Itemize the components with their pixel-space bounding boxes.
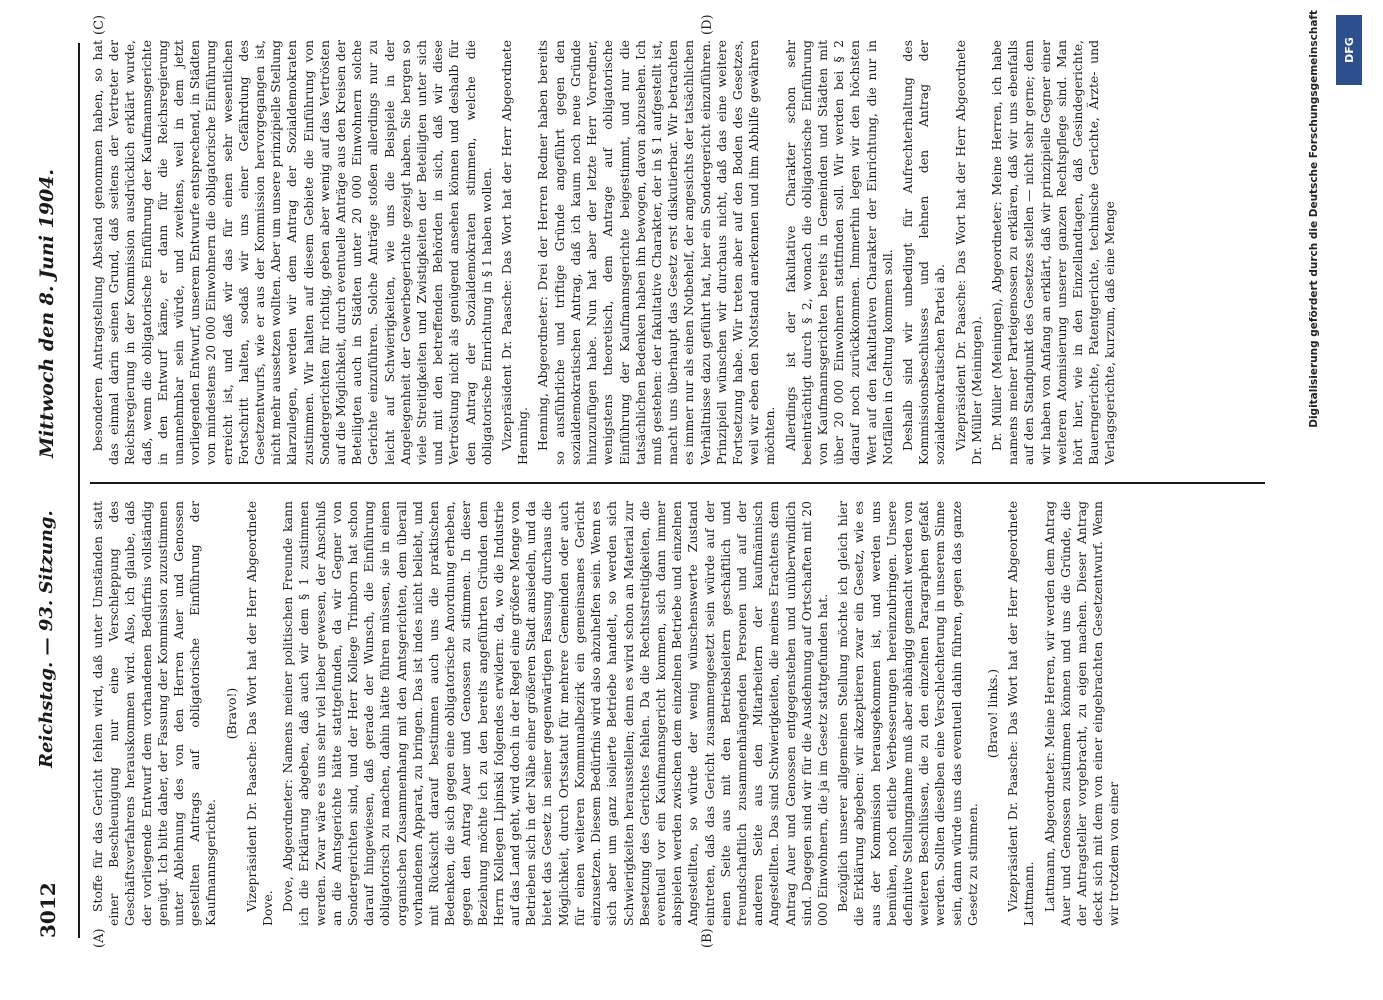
speech-paragraph: Lattmann, Abgeordneter: Meine Herren, wir werden dem Antrag Auer und Genossen zustimmen können und uns die Gründe, die der Antragsteller vorgebracht, zu eigen machen. Dieser Antrag deckt sich mit dem von einer eingebrachten Gesetzentwurf. Wenn wir trotzdem von einer — [1041, 501, 1122, 926]
speech-paragraph: Dr. Müller (Meiningen), Abgeordneter: Meine Herren, ich habe namens meiner Parteigenossen zu erklären, daß wir uns ebenfalls auf den Standpunkt des Gesetzes stellen — nicht sehr gerne; denn wir haben von Anfang an erklärt, daß wir prinzipielle Gegner einer weiteren Atomisierung unserer ganzen Rechtspflege sind. Man hört hier, wie in den Einzellandtagen, daß Gesindegerichte, Bauerngerichte, Patentgerichte, technische Gerichte, Ärzte- und Verlagsgerichte, kurzum, daß eine Menge — [988, 40, 1118, 465]
dfg-logo: DFG — [1336, 15, 1362, 85]
speaker-announcement: Vizepräsident Dr. Paasche: Das Wort hat der Herr Abgeordnete Lattmann. — [1005, 501, 1037, 926]
margin-mark-d: (D) — [700, 14, 715, 35]
session-date: Mittwoch den 8. Juni 1904. — [36, 168, 58, 458]
speaker-announcement: Vizepräsident Dr. Paasche: Das Wort hat der Herr Abgeordnete Dr. Müller (Meiningen). — [952, 40, 984, 465]
page-number: 3012 — [36, 882, 60, 938]
digitization-credit: Digitalisierung gefördert durch die Deutsche Forschungsgemeinschaft — [1308, 10, 1320, 428]
speech-paragraph: Dove, Abgeordneter: Namens meiner politischen Freunde kann ich die Erklärung abgeben, daß auch wir dem § 1 zustimmen werden. Zwar wäre es uns sehr viel lieber gewesen, der Anschluß an die Amtsgerichte hätte stattgefunden, da wir Gegner von Sondergerichten sind, und der Herr Kollege Trimborn hat schon darauf hingewiesen, daß gerade der Wunsch, die Einführung obligatorisch zu machen, dahin hätte führen müssen, sie in einen organischen Zusammenhang mit den Amtsgerichten, dem überall vorhandenen Apparat, zu bringen. Das ist indes nicht beliebt, und mit Rücksicht darauf bestimmen auch uns die praktischen Bedenken, die sich gegen eine obligatorische Anordnung erheben, gegen den Antrag Auer und Genossen zu stimmen. In dieser Beziehung möchte ich zu den bereits angeführten Gründen dem Herrn Kollegen Lipinski folgendes erwidern: da, wo die Industrie auf das Land geht, wird doch in der Regel eine größere Menge von Betrieben sich in der Nähe einer größeren Stadt ansiedeln, und da bietet das Gesetz in seiner gegenwärtigen Fassung durchaus die Möglichkeit, durch Ortsstatut für mehrere Gemeinden oder auch für einen weiteren Kommunalbezirk ein gemeinsames Gericht einzusetzen. Diesem Bedürfnis wird also abzuhelfen sein. Wenn es sich aber um ganz isolierte Betriebe handelt, so werden sich Schwierigkeiten herausstellen; denn es wird schon an Material zur Besetzung des Gerichtes fehlen. Da die Rechtsstreitigkeiten, die eventuell vor ein Kaufmannsgericht kommen, sich dann immer abspielen werden zwischen dem einzelnen Betriebe und einzelnen Angestellten, so würde der wenig wünschenswerte Zustand eintreten, daß das Gericht zusammengesetzt sein würde auf der einen Seite aus mit den Betriebsleitern geschäftlich und freundschaftlich zusammenhängenden Personen und auf der anderen Seite aus den Mitarbeitern der kaufmännisch Angestellten. Das sind Schwierigkeiten, die meines Erachtens dem Antrag Auer und Genossen entgegenstehen und unüberwindlich sind. Dagegen sind wir für die Ausdehnung auf Ortschaften mit 20 000 Einwohnern, die ja im Gesetz stattgefunden hat. — [280, 501, 830, 926]
speaker-announcement: Vizepräsident Dr. Paasche: Das Wort hat der Herr Abgeordnete Dove. — [243, 501, 276, 926]
page-header — [36, 38, 80, 938]
applause-note: (Bravo! links.) — [984, 668, 1000, 759]
header-rule — [78, 43, 80, 938]
left-column — [90, 501, 1280, 926]
paragraph: Stoffe für das Gericht fehlen wird, daß unter Umständen statt einer Beschleunigung nur eine Verschleppung des Geschäftsverfahrens herauskommen wird. Also, ich glaube, daß der vorliegende Entwurf dem vorhandenen Bedürfnis vollständig genügt. Ich bitte daher, der Fassung der Kommission zuzustimmen unter Ablehnung des von den Herren Auer und Genossen gestellten Antrags auf obligatorische Einführung der Kaufmannsgerichte. — [90, 501, 219, 926]
column-divider — [90, 482, 1265, 484]
speech-paragraph: Henning, Abgeordneter: Drei der Herren Redner haben bereits so ausführliche und triftige Gründe angeführt gegen den sozialdemokratischen Antrag, daß ich kaum noch neue Gründe hinzuzufügen habe. Nun hat aber der letzte Herr Vorredner, wenigstens theoretisch, dem Antrage auf obligatorische Einführung der Kaufmannsgerichte beigestimmt, und nur die tatsächlichen Bedenken haben ihn bewogen, davon abzusehen. Ich muß gestehen: der fakultative Charakter, der in § 1 aufgestellt ist, macht uns überhaupt das Gesetz erst diskutierbar. Wir betrachten es immer nur als einen Notbehelf, der angesichts der tatsächlichen Verhältnisse dazu geführt hat, hier ein Sondergericht einzuführen. Prinzipiell wünschen wir durchaus nicht, daß das eine weitere Fortsetzung habe. Wir treten aber auf den Boden des Gesetzes, weil wir eben den Notstand anerkennen und ihm Abhilfe gewähren möchten. — [535, 40, 778, 465]
speech-paragraph: besonderen Antragstellung Abstand genommen haben, so hat das einmal darin seinen Grund, daß seitens der Vertreter der Reichsregierung in der Kommission ausdrücklich erklärt wurde, daß, wenn die obligatorische Einführung der Kaufmannsgerichte in den Entwurf käme, er dann für die Reichsregierung unannehmbar sein würde, und zweitens, weil in dem jetzt vorliegenden Entwurf, unserem Entwurfe entsprechend, in Städten von mindestens 20 000 Einwohnern die obligatorische Einführung erreicht ist, und daß wir das für einen sehr wesentlichen Fortschritt halten, sodaß wir uns einer Gefährdung des Gesetzentwurfs, wie er aus der Kommission hervorgegangen ist, nicht mehr aussetzen wollten. Aber um unsere prinzipielle Stellung klarzulegen, werden wir dem Antrag der Sozialdemokraten zustimmen. Wir halten auf diesem Gebiete die Einführung von Sondergerichten für richtig, geben aber wenig auf das Vertrösten auf die Möglichkeit, durch eventuelle Anträge aus den Kreisen der Beteiligten auch in Städten unter 20 000 Einwohnern solche Gerichte einzuführen. Solche Anträge stoßen allerdings nur zu leicht auf Schwierigkeiten, wie uns die Beispiele in der Angelegenheit der Gewerbegerichte gezeigt haben. Sie bergen so viele Streitigkeiten und Zwistigkeiten der Beteiligten unter sich und mit den betreffenden Behörden in sich, daß wir diese Vertröstung nicht als genügend ansehen können und deshalb für den Antrag der Sozialdemokraten stimmen, welche die obligatorische Einrichtung in § 1 haben wollen. — [90, 40, 494, 465]
session-title: Reichstag. — 93. Sitzung. — [36, 510, 57, 768]
speech-paragraph: Deshalb sind wir unbedingt für Aufrechterhaltung des Kommissionsbeschlusses und lehnen den Antrag der sozialdemokratischen Partei ab. — [899, 40, 948, 465]
margin-mark-b: (B) — [700, 928, 715, 948]
speaker-announcement: Vizepräsident Dr. Paasche: Das Wort hat der Herr Abgeordnete Henning. — [499, 40, 531, 465]
margin-mark-a: (A) — [92, 928, 107, 948]
speech-paragraph: Bezüglich unserer allgemeinen Stellung möchte ich gleich hier die Erklärung abgeben: wir akzeptieren zwar ein Gesetz, wie es aus der Kommission herausgekommen ist, und werden uns bemühen, noch etliche Verbesserungen hereinzubringen. Unsere definitive Stellungnahme muß aber abhängig gemacht werden von weiteren Beschlüssen, die zu den einzelnen Paragraphen gefaßt werden. Sollten dieselben eine Verschlechterung in unserem Sinne sein, dann würde uns das eventuell dahin führen, gegen das ganze Gesetz zu stimmen. — [835, 501, 980, 926]
right-column — [90, 40, 1280, 465]
applause-note: (Bravo!) — [223, 687, 239, 740]
speech-paragraph: Allerdings ist der fakultative Charakter schon sehr beeinträchtigt durch § 2, wonach die obligatorische Einführung von Kaufmannsgerichten bereits in Gemeinden und Städten mit über 20 000 Einwohnern stattfinden soll. Wir werden bei § 2 darauf noch zurückkommen. Immerhin legen wir den höchsten Wert auf den fakultativen Charakter der Einrichtung, die nur in Notfällen in Geltung kommen soll. — [782, 40, 895, 465]
margin-mark-c: (C) — [92, 14, 107, 35]
